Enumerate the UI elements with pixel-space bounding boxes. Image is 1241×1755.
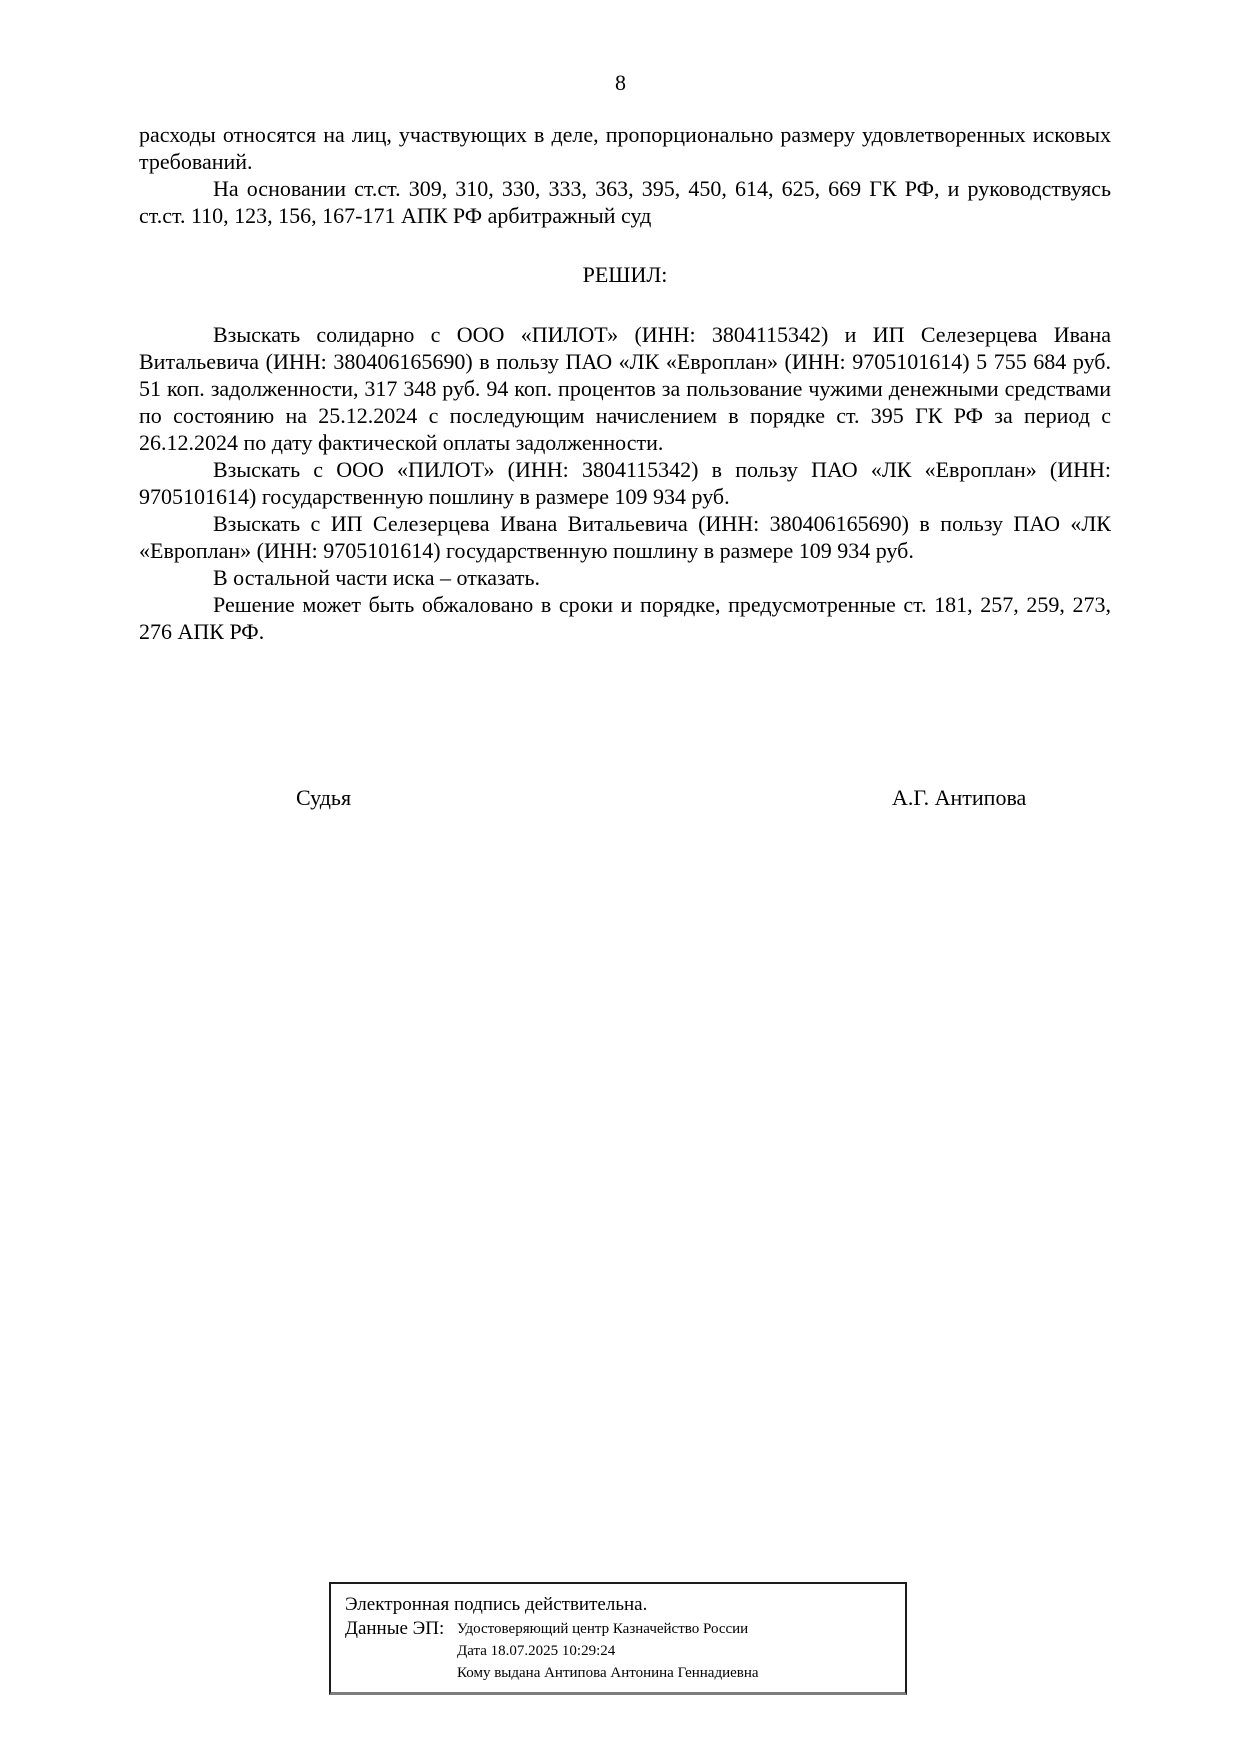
document-body [139,121,1111,645]
paragraph-costs-allocation: расходы относятся на лиц, участвующих в деле, пропорционально размеру удовлетворенных исковых требований. [139,122,1111,174]
judge-name: А.Г. Антипова [892,785,1027,810]
paragraph-legal-basis: На основании ст.ст. 309, 310, 330, 333, 363, 395, 450, 614, 625, 669 ГК РФ, и руководствуясь ст.ст. 110, 123, 156, 167-171 АПК РФ арбитражный суд [139,176,1111,228]
esign-data-label: Данные ЭП: [345,1618,445,1639]
page-number: 8 [615,70,626,95]
esign-details [457,1618,759,1684]
esign-validity-text: Электронная подпись действительна. [345,1594,648,1615]
esign-issued-to: Кому выдана Антипова Антонина Геннадиевна [457,1665,759,1681]
esign-certification-authority: Удостоверяющий центр Казначейство России [457,1621,749,1637]
operative-paragraph-appeal-terms: Решение может быть обжаловано в сроки и порядке, предусмотренные ст. 181, 257, 259, 273, 276 АПК РФ. [139,592,1111,644]
electronic-signature-stamp [329,1582,907,1695]
operative-paragraph-duty-pilot: Взыскать с ООО «ПИЛОТ» (ИНН: 3804115342) в пользу ПАО «ЛК «Европлан» (ИНН: 9705101614) государственную пошлину в размере 109 934 руб. [139,457,1111,509]
operative-paragraph-duty-selezertsev: Взыскать с ИП Селезерцева Ивана Витальевича (ИНН: 380406165690) в пользу ПАО «ЛК «Европлан» (ИНН: 9705101614) государственную пошлину в размере 109 934 руб. [139,511,1111,563]
operative-paragraph-joint-recovery: Взыскать солидарно с ООО «ПИЛОТ» (ИНН: 3804115342) и ИП Селезерцева Ивана Витальевича (ИНН: 380406165690) в пользу ПАО «ЛК «Европлан» (ИНН: 9705101614) 5 755 684 руб. 51 коп. задолженности, 317 348 руб. 94 коп. процентов за пользование чужими денежными средствами по состоянию на 25.12.2024 с последующим начислением в порядке ст. 395 ГК РФ за период с 26.12.2024 по дату фактической оплаты задолженности. [139,322,1111,455]
esign-date: Дата 18.07.2025 10:29:24 [457,1643,616,1659]
decision-heading: РЕШИЛ: [582,262,668,287]
judge-role-label: Судья [296,785,352,810]
esign-data-row [345,1618,895,1684]
operative-paragraph-remainder-denied: В остальной части иска – отказать. [213,565,541,590]
